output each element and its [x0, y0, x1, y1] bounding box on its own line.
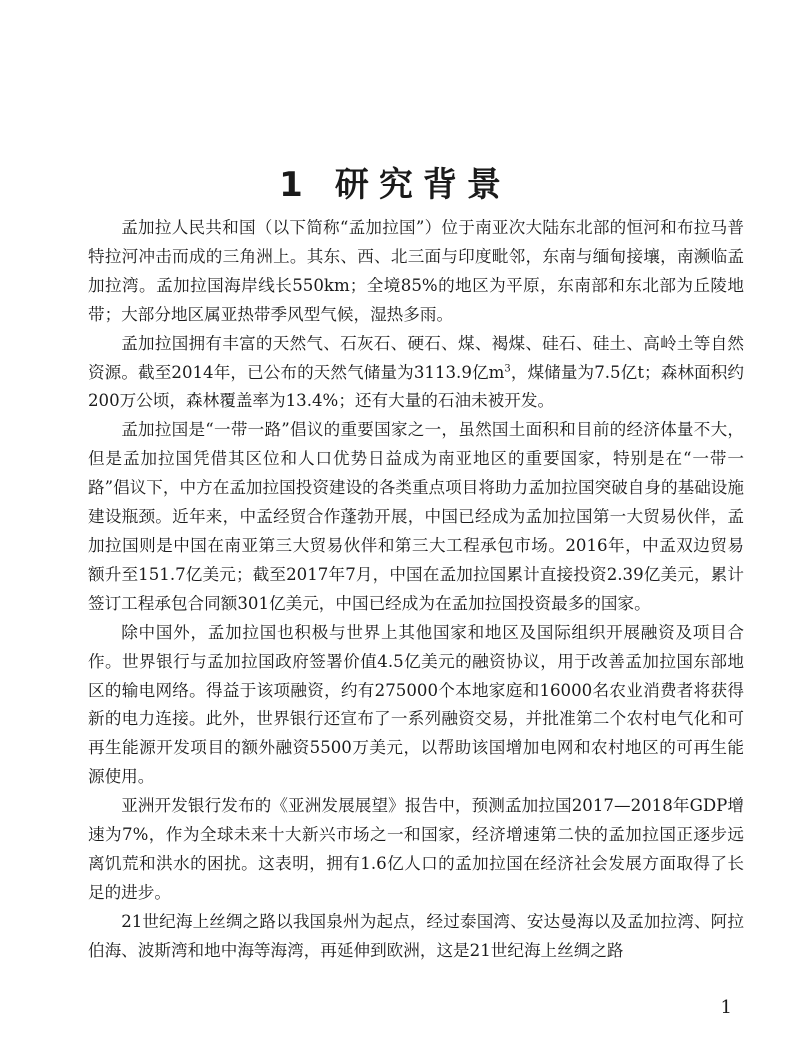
paragraph-4: 除中国外，孟加拉国也积极与世界上其他国家和地区及国际组织开展融资及项目合作。世界银行与孟加拉国政府签署价值4.5亿美元的融资协议，用于改善孟加拉国东部地区的输电网络。得益于该项融资，约有275000个本地家庭和16000名农业消费者将获得新的电力连接。此外，世界银行还宣布了一系列融资交易，并批准第二个农村电气化和可再生能源开发项目的额外融资5500万美元，以帮助该国增加电网和农村地区的可再生能源使用。	[88, 622, 744, 787]
paragraph-3: 孟加拉国是“一带一路”倡议的重要国家之一，虽然国土面积和目前的经济体量不大，但是孟加拉国凭借其区位和人口优势日益成为南亚地区的重要国家，特别是在“一带一路”倡议下，中方在孟加拉国投资建设的各类重点项目将助力孟加拉国突破自身的基础设施建设瓶颈。近年来，中孟经贸合作蓬勃开展，中国已经成为孟加拉国第一大贸易伙伴，孟加拉国则是中国在南亚第三大贸易伙伴和第三大工程承包市场。2016年，中孟双边贸易额升至151.7亿美元；截至2017年7月，中国在孟加拉国累计直接投资2.39亿美元，累计签订工程承包合同额301亿美元，中国已经成为在孟加拉国投资最多的国家。	[88, 420, 744, 613]
paragraph-1: 孟加拉人民共和国（以下简称“孟加拉国”）位于南亚次大陆东北部的恒河和布拉马普特拉河冲击而成的三角洲上。其东、西、北三面与印度毗邻，东南与缅甸接壤，南濒临孟加拉湾。孟加拉国海岸线长550km；全境85%的地区为平原，东南部和东北部为丘陵地带；大部分地区属亚热带季风型气候，湿热多雨。	[88, 218, 744, 324]
paragraph-6: 21世纪海上丝绸之路以我国泉州为起点，经过泰国湾、安达曼海以及孟加拉湾、阿拉伯海、波斯湾和地中海等海湾，再延伸到欧洲，这是21世纪海上丝绸之路	[88, 911, 744, 960]
chapter-number: 1	[279, 164, 313, 205]
paragraph-2	[88, 330, 744, 417]
paragraph-2-part-1: 孟加拉国拥有丰富的天然气、石灰石、硬石、煤、褐煤、硅石、硅土、高岭土等自然资源。截至2014年，已公布的天然气储量为3113.9亿m	[88, 333, 744, 382]
body-text	[88, 214, 744, 966]
chapter-title: 研究背景	[334, 164, 511, 205]
cubic-superscript: 3	[504, 363, 511, 374]
page-number: 1	[720, 997, 732, 1018]
paragraph-2-part-2: ，煤储量为7.5亿t；森林面积约200万公顷，森林覆盖率为13.4%；还有大量的石油未被开发。	[88, 362, 744, 411]
chapter-heading	[0, 165, 790, 205]
paragraph-5: 亚洲开发银行发布的《亚洲发展展望》报告中，预测孟加拉国2017—2018年GDP增速为7%，作为全球未来十大新兴市场之一和国家，经济增速第二快的孟加拉国正逐步远离饥荒和洪水的困扰。这表明，拥有1.6亿人口的孟加拉国在经济社会发展方面取得了长足的进步。	[88, 796, 744, 902]
